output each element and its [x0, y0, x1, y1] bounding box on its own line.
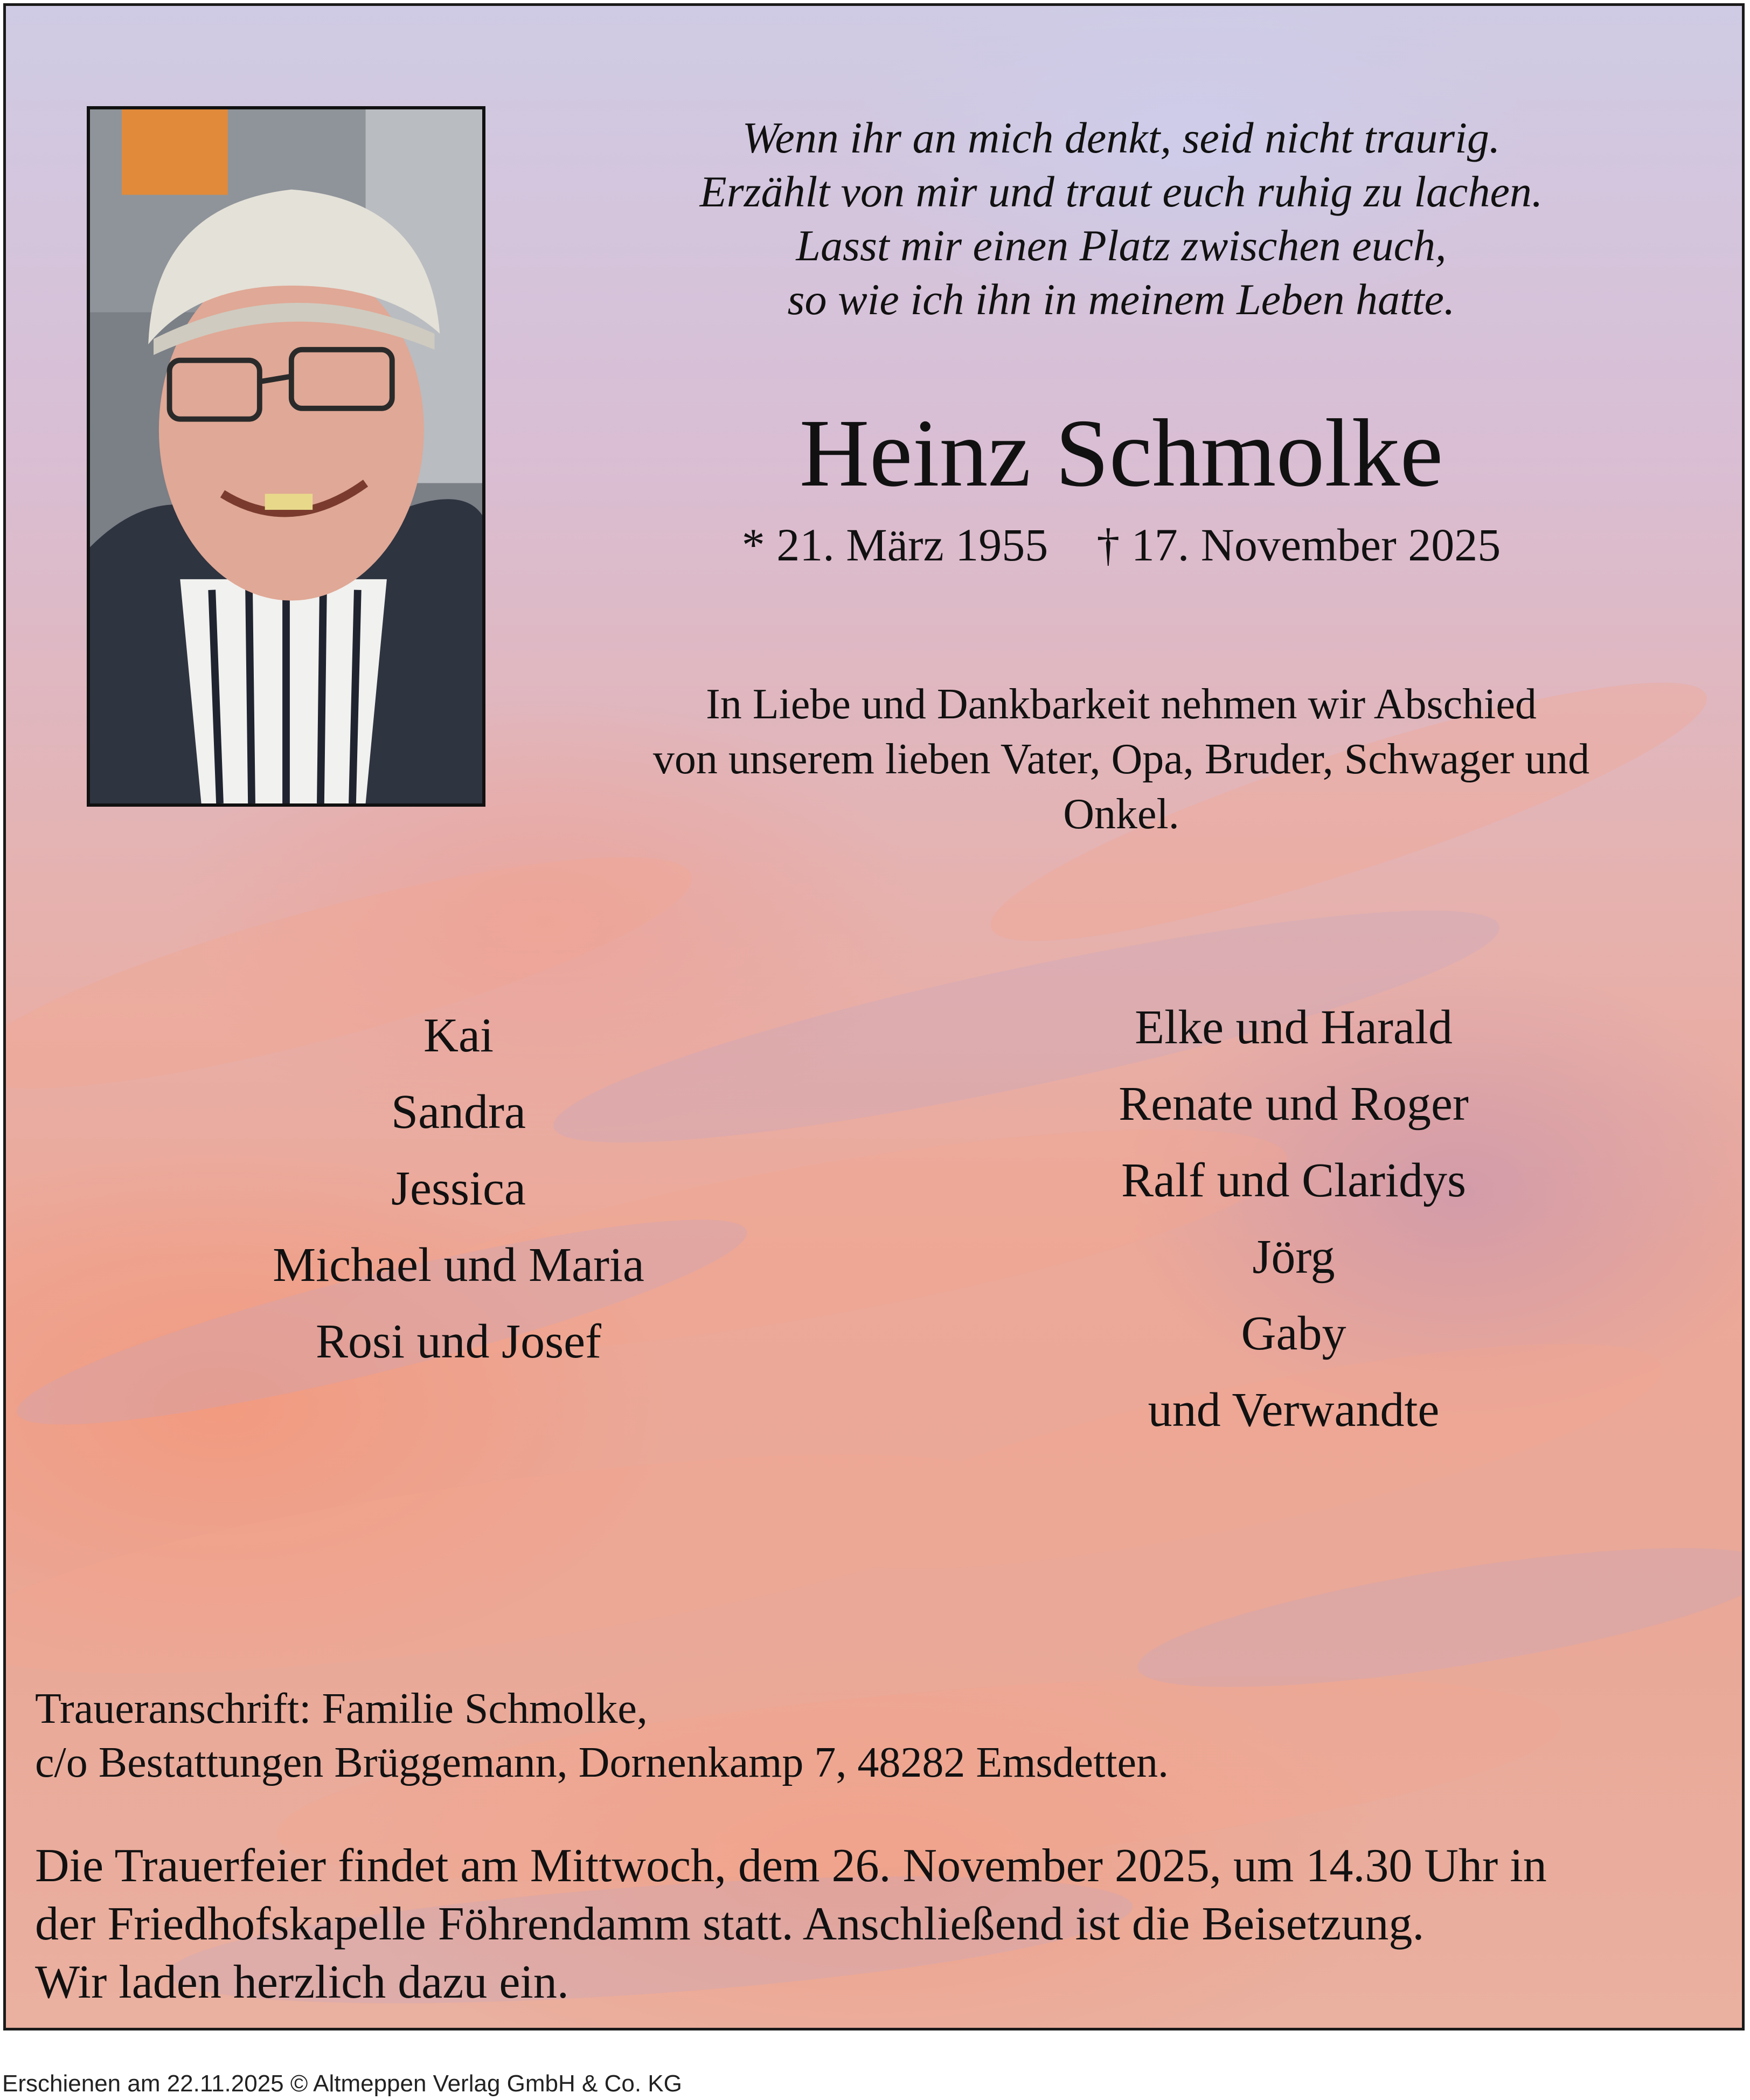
verse-line: Lasst mir einen Platz zwischen euch, [796, 221, 1447, 270]
deceased-name: Heinz Schmolke [799, 399, 1443, 507]
farewell-line: von unserem lieben Vater, Opa, Bruder, Schwager und [652, 736, 1590, 783]
birth-date: * 21. März 1955 [741, 519, 1048, 571]
verse-line: Erzählt von mir und traut euch ruhig zu lachen. [699, 167, 1543, 216]
mourner-name: Jessica [391, 1162, 526, 1215]
mourner-name: Renate und Roger [1119, 1077, 1469, 1131]
mourner-name: Rosi und Josef [315, 1315, 602, 1368]
mourner-name: Michael und Maria [273, 1238, 644, 1292]
address-line: Traueranschrift: Familie Schmolke, [35, 1685, 648, 1732]
portrait-image [90, 109, 482, 803]
mourner-name: Elke und Harald [1135, 1001, 1453, 1054]
verse-line: so wie ich ihn in meinem Leben hatte. [787, 275, 1455, 324]
memorial-verse [566, 111, 1676, 327]
verse-line: Wenn ihr an mich denkt, seid nicht traurig. [742, 113, 1501, 162]
farewell-line: In Liebe und Dankbarkeit nehmen wir Abschied [706, 681, 1537, 728]
life-dates [566, 515, 1676, 574]
mourner-name: Gaby [1241, 1307, 1346, 1360]
funeral-ceremony-info [35, 1837, 1732, 2012]
publication-credit: Erschienen am 22.11.2025 © Altmeppen Verlag GmbH & Co. KG [2, 2070, 682, 2097]
ceremony-line: Wir laden herzlich dazu ein. [35, 1956, 569, 2008]
mourners-left-column [162, 997, 755, 1380]
mourner-name: Sandra [391, 1085, 526, 1139]
farewell-text [566, 677, 1676, 842]
mourner-name: Jörg [1252, 1230, 1335, 1284]
farewell-line: Onkel. [1063, 791, 1179, 838]
death-date: † 17. November 2025 [1096, 519, 1501, 571]
address-line: c/o Bestattungen Brüggemann, Dornenkamp 7, 48282 Emsdetten. [35, 1739, 1169, 1786]
mourner-name: und Verwandte [1148, 1383, 1440, 1437]
mourner-name: Kai [423, 1009, 494, 1062]
obituary-notice [3, 3, 1745, 2030]
ceremony-line: Die Trauerfeier findet am Mittwoch, dem 26. November 2025, um 14.30 Uhr in [35, 1840, 1547, 1892]
mourner-name: Ralf und Claridys [1121, 1154, 1466, 1207]
mourning-address [35, 1682, 1651, 1790]
mourners-right-column [997, 989, 1590, 1448]
portrait-photo [87, 106, 485, 807]
ceremony-line: der Friedhofskapelle Föhrendamm statt. Anschließend ist die Beisetzung. [35, 1898, 1425, 1950]
